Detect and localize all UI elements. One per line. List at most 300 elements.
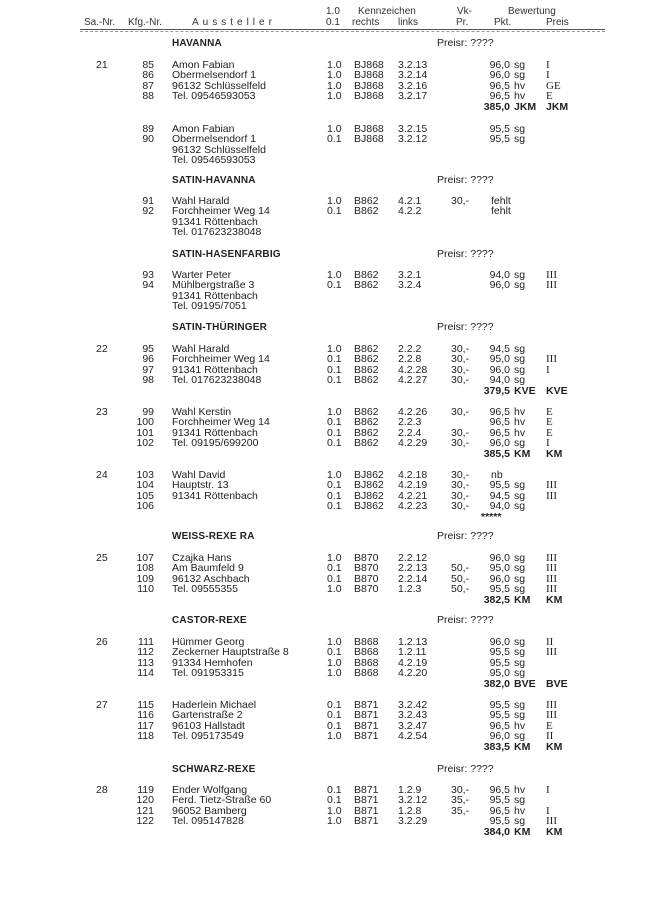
sex-code: 1.0 — [327, 123, 342, 135]
score-points: 96,0 — [489, 279, 510, 291]
score-grade: sg — [514, 573, 526, 585]
sex-code: 1.0 — [327, 667, 342, 679]
kfg-number: 108 — [136, 562, 154, 574]
score-points: 96,5 — [489, 416, 510, 428]
score-points: 95,5 — [489, 583, 510, 595]
prize: I — [546, 69, 550, 81]
tattoo-right: B871 — [354, 805, 379, 817]
sale-price: 30,- — [451, 500, 470, 512]
tattoo-left: 4.2.19 — [398, 657, 428, 669]
sale-price: 30,- — [451, 353, 470, 365]
sale-price: 35,- — [451, 794, 470, 806]
sex-code: 0.1 — [327, 364, 342, 376]
kfg-number: 89 — [142, 123, 154, 135]
sa-number: 21 — [96, 59, 108, 71]
score-grade: hv — [514, 80, 526, 92]
section-title: WEISS-REXE RA — [172, 531, 255, 542]
score-points: 95,0 — [489, 562, 510, 574]
sale-price: 30,- — [451, 374, 470, 386]
tattoo-left: 3.2.13 — [398, 59, 428, 71]
header-pkt: Pkt. — [494, 17, 512, 28]
sex-code: 1.0 — [327, 90, 342, 102]
prize: GE — [546, 80, 561, 92]
exhibitor-line: Tel. 09546593053 — [172, 154, 256, 166]
exhibitor-line: Am Baumfeld 9 — [172, 562, 244, 574]
sa-number: 25 — [96, 552, 108, 564]
sale-price: 30,- — [451, 437, 470, 449]
header-rule — [80, 29, 605, 30]
score-grade: sg — [514, 552, 526, 564]
tattoo-right: B868 — [354, 636, 379, 648]
sale-price: 50,- — [451, 562, 470, 574]
score-grade: sg — [514, 133, 526, 145]
sex-code: 1.0 — [327, 269, 342, 281]
score-note: fehlt — [491, 205, 511, 217]
score-grade: hv — [514, 427, 526, 439]
header-rule-dashed — [80, 31, 605, 32]
prize: E — [546, 427, 553, 439]
tattoo-left: 1.2.13 — [398, 636, 428, 648]
exhibitor-line: 91341 Röttenbach — [172, 290, 258, 302]
section-preisr: Preisr: ???? — [437, 321, 494, 333]
sale-price: 30,- — [451, 427, 470, 439]
tattoo-left: 4.2.27 — [398, 374, 428, 386]
score-grade: sg — [514, 583, 526, 595]
tattoo-left: 4.2.2 — [398, 205, 422, 217]
tattoo-right: B871 — [354, 784, 379, 796]
exhibitor-line: Tel. 09195/699200 — [172, 437, 259, 449]
tattoo-left: 3.2.12 — [398, 794, 428, 806]
exhibitor-line: Tel. 09195/7051 — [172, 300, 247, 312]
score-grade: sg — [514, 709, 526, 721]
score-grade: hv — [514, 406, 526, 418]
tattoo-right: B868 — [354, 646, 379, 658]
kfg-number: 99 — [142, 406, 154, 418]
score-grade: sg — [514, 500, 526, 512]
score-grade: hv — [514, 416, 526, 428]
tattoo-right: B871 — [354, 730, 379, 742]
header-vk: Vk- — [457, 6, 472, 17]
exhibitor-line: 91341 Röttenbach — [172, 490, 258, 502]
kfg-number: 114 — [137, 667, 154, 679]
tattoo-right: B871 — [354, 720, 379, 732]
prize: E — [546, 406, 553, 418]
tattoo-left: 1.2.8 — [398, 805, 422, 817]
score-grade: hv — [514, 805, 526, 817]
sex-code: 0.1 — [327, 794, 342, 806]
sale-price: 50,- — [451, 583, 470, 595]
sex-code: 1.0 — [327, 730, 342, 742]
prize: III — [546, 552, 557, 564]
exhibitor-line: Czajka Hans — [172, 552, 232, 564]
block-total-code: KVE — [514, 385, 536, 397]
block-total-prize: KVE — [546, 385, 568, 397]
block-total: 383,5 — [483, 741, 510, 753]
stars-mark: ***** — [481, 511, 502, 523]
prize: I — [546, 784, 550, 796]
sex-code: 1.0 — [327, 815, 342, 827]
tattoo-right: B862 — [354, 195, 379, 207]
tattoo-left: 3.2.47 — [398, 720, 428, 732]
tattoo-left: 3.2.43 — [398, 709, 428, 721]
block-total-prize: BVE — [546, 678, 568, 690]
kfg-number: 110 — [137, 583, 154, 595]
section-title: SATIN-HAVANNA — [172, 175, 256, 186]
sale-price: 35,- — [451, 805, 470, 817]
kfg-number: 93 — [142, 269, 154, 281]
section-title: SATIN-HASENFARBIG — [172, 249, 281, 260]
tattoo-left: 3.2.14 — [398, 69, 428, 81]
tattoo-right: BJ862 — [354, 500, 384, 512]
section-title: HAVANNA — [172, 38, 222, 49]
block-total-code: KM — [514, 448, 531, 460]
sex-code: 0.1 — [327, 374, 342, 386]
prize: I — [546, 59, 550, 71]
tattoo-left: 4.2.20 — [398, 667, 428, 679]
score-points: 95,5 — [489, 794, 510, 806]
score-grade: sg — [514, 794, 526, 806]
tattoo-left: 2.2.12 — [398, 552, 428, 564]
kfg-number: 121 — [136, 805, 154, 817]
tattoo-left: 2.2.14 — [398, 573, 428, 585]
header-gender-bottom: 0.1 — [326, 17, 340, 28]
tattoo-right: B871 — [354, 709, 379, 721]
score-grade: hv — [514, 720, 526, 732]
tattoo-right: B868 — [354, 667, 379, 679]
kfg-number: 111 — [138, 636, 154, 648]
score-grade: sg — [514, 699, 526, 711]
tattoo-left: 4.2.21 — [398, 490, 428, 502]
kfg-number: 118 — [137, 730, 154, 742]
kfg-number: 90 — [142, 133, 154, 145]
score-grade: hv — [514, 90, 526, 102]
prize: III — [546, 573, 557, 585]
tattoo-right: B870 — [354, 583, 379, 595]
score-points: 94,5 — [489, 343, 510, 355]
kfg-number: 107 — [136, 552, 154, 564]
score-grade: sg — [514, 353, 526, 365]
sex-code: 0.1 — [327, 437, 342, 449]
block-total-prize: KM — [546, 741, 563, 753]
sex-code: 1.0 — [327, 657, 342, 669]
header-preis: Preis — [546, 17, 569, 28]
prize: E — [546, 90, 553, 102]
tattoo-right: B862 — [354, 343, 379, 355]
score-grade: sg — [514, 59, 526, 71]
tattoo-right: BJ868 — [354, 90, 384, 102]
tattoo-left: 3.2.1 — [398, 269, 422, 281]
tattoo-left: 2.2.3 — [398, 416, 422, 428]
tattoo-right: B870 — [354, 552, 379, 564]
sex-code: 1.0 — [327, 636, 342, 648]
score-grade: sg — [514, 730, 526, 742]
score-points: 96,5 — [489, 427, 510, 439]
score-points: 95,5 — [489, 657, 510, 669]
block-total: 385,5 — [483, 448, 510, 460]
exhibitor-line: Tel. 09546593053 — [172, 90, 256, 102]
score-grade: sg — [514, 123, 526, 135]
sex-code: 1.0 — [327, 343, 342, 355]
exhibitor-line: 96132 Schlüsselfeld — [172, 80, 266, 92]
score-grade: sg — [514, 815, 526, 827]
header-kennzeichen: Kennzeichen — [358, 6, 416, 17]
exhibitor-line: Tel. 095147828 — [172, 815, 244, 827]
exhibitor-line: Hauptstr. 13 — [172, 479, 229, 491]
score-points: 94,5 — [489, 490, 510, 502]
exhibitor-line: 91334 Hemhofen — [172, 657, 253, 669]
prize: III — [546, 815, 557, 827]
tattoo-left: 4.2.19 — [398, 479, 428, 491]
exhibitor-line: 96052 Bamberg — [172, 805, 247, 817]
score-points: 95,5 — [489, 479, 510, 491]
tattoo-left: 4.2.54 — [398, 730, 428, 742]
exhibitor-line: Gartenstraße 2 — [172, 709, 243, 721]
sale-price: 30,- — [451, 364, 470, 376]
tattoo-right: BJ868 — [354, 69, 384, 81]
sex-code: 1.0 — [327, 195, 342, 207]
score-grade: sg — [514, 69, 526, 81]
prize: III — [546, 646, 557, 658]
kfg-number: 112 — [137, 646, 154, 658]
block-total-code: KM — [514, 741, 531, 753]
score-grade: sg — [514, 437, 526, 449]
sex-code: 0.1 — [327, 709, 342, 721]
prize: E — [546, 416, 553, 428]
sex-code: 0.1 — [327, 416, 342, 428]
kfg-number: 119 — [137, 784, 154, 796]
tattoo-right: BJ862 — [354, 479, 384, 491]
sex-code: 1.0 — [327, 469, 342, 481]
block-total: 385,0 — [483, 101, 510, 113]
block-total-prize: JKM — [546, 101, 569, 113]
sex-code: 0.1 — [327, 562, 342, 574]
prize: II — [546, 730, 554, 742]
section-preisr: Preisr: ???? — [437, 174, 494, 186]
score-points: 95,5 — [489, 815, 510, 827]
tattoo-left: 3.2.15 — [398, 123, 428, 135]
prize: E — [546, 720, 553, 732]
tattoo-left: 2.2.13 — [398, 562, 428, 574]
exhibitor-line: Obermelsendorf 1 — [172, 133, 257, 145]
score-grade: sg — [514, 490, 526, 502]
tattoo-left: 2.2.8 — [398, 353, 422, 365]
header-gender-top: 1.0 — [326, 6, 340, 17]
score-grade: sg — [514, 657, 526, 669]
tattoo-right: B862 — [354, 279, 379, 291]
kfg-number: 94 — [142, 279, 154, 291]
exhibitor-line: 96103 Hallstadt — [172, 720, 245, 732]
kfg-number: 116 — [137, 709, 154, 721]
tattoo-right: B870 — [354, 562, 379, 574]
score-points: 96,0 — [489, 437, 510, 449]
kfg-number: 85 — [142, 59, 154, 71]
exhibitor-line: 96132 Schlüsselfeld — [172, 144, 266, 156]
block-total: 384,0 — [483, 826, 510, 838]
tattoo-right: B862 — [354, 406, 379, 418]
section-title: CASTOR-REXE — [172, 615, 247, 626]
score-points: 96,0 — [489, 552, 510, 564]
block-total: 382,0 — [483, 678, 510, 690]
block-total-code: KM — [514, 594, 531, 606]
section-preisr: Preisr: ???? — [437, 530, 494, 542]
section-preisr: Preisr: ???? — [437, 614, 494, 626]
sex-code: 0.1 — [327, 479, 342, 491]
tattoo-left: 4.2.28 — [398, 364, 428, 376]
kfg-number: 98 — [142, 374, 154, 386]
score-points: 96,0 — [489, 59, 510, 71]
tattoo-left: 2.2.4 — [398, 427, 422, 439]
sex-code: 1.0 — [327, 69, 342, 81]
exhibitor-line: Tel. 017623238048 — [172, 226, 262, 238]
score-grade: sg — [514, 279, 526, 291]
score-grade: sg — [514, 374, 526, 386]
exhibitor-line: Obermelsendorf 1 — [172, 69, 257, 81]
exhibitor-line: 91341 Röttenbach — [172, 216, 258, 228]
tattoo-right: B862 — [354, 437, 379, 449]
exhibitor-line: Wahl David — [172, 469, 226, 481]
tattoo-right: B871 — [354, 699, 379, 711]
exhibitor-line: Wahl Kerstin — [172, 406, 232, 418]
exhibitor-line: Ender Wolfgang — [172, 784, 248, 796]
tattoo-left: 3.2.4 — [398, 279, 422, 291]
sex-code: 1.0 — [327, 583, 342, 595]
header-pr: Pr. — [456, 17, 469, 28]
sex-code: 0.1 — [327, 646, 342, 658]
sale-price: 30,- — [451, 784, 470, 796]
tattoo-right: B862 — [354, 353, 379, 365]
kfg-number: 88 — [142, 90, 154, 102]
prize: II — [546, 636, 554, 648]
exhibitor-line: Tel. 09555355 — [172, 583, 238, 595]
sa-number: 24 — [96, 469, 108, 481]
kfg-number: 100 — [136, 416, 154, 428]
tattoo-right: B862 — [354, 269, 379, 281]
score-points: 96,0 — [489, 69, 510, 81]
header-rechts: rechts — [352, 17, 380, 28]
sex-code: 0.1 — [327, 427, 342, 439]
kfg-number: 102 — [136, 437, 154, 449]
score-points: 95,5 — [489, 709, 510, 721]
sex-code: 0.1 — [327, 720, 342, 732]
sa-number: 22 — [96, 343, 108, 355]
sex-code: 0.1 — [327, 500, 342, 512]
score-points: 94,0 — [489, 374, 510, 386]
score-points: 95,0 — [489, 667, 510, 679]
section-preisr: Preisr: ???? — [437, 37, 494, 49]
sale-price: 30,- — [451, 469, 470, 481]
score-points: 95,5 — [489, 646, 510, 658]
tattoo-right: B871 — [354, 794, 379, 806]
kfg-number: 92 — [142, 205, 154, 217]
tattoo-left: 1.2.11 — [398, 646, 427, 658]
kfg-number: 97 — [142, 364, 154, 376]
sex-code: 0.1 — [327, 353, 342, 365]
tattoo-left: 3.2.29 — [398, 815, 428, 827]
sa-number: 28 — [96, 784, 108, 796]
score-points: 95,0 — [489, 353, 510, 365]
kfg-number: 122 — [136, 815, 154, 827]
score-points: 96,5 — [489, 406, 510, 418]
sa-number: 23 — [96, 406, 108, 418]
exhibitor-line: Amon Fabian — [172, 123, 235, 135]
section-title: SATIN-THÜRINGER — [172, 322, 268, 333]
sex-code: 0.1 — [327, 573, 342, 585]
kfg-number: 105 — [136, 490, 154, 502]
score-grade: sg — [514, 364, 526, 376]
kfg-number: 104 — [136, 479, 154, 491]
kfg-number: 91 — [142, 195, 154, 207]
tattoo-right: BJ862 — [354, 469, 384, 481]
exhibitor-line: Forchheimer Weg 14 — [172, 416, 270, 428]
kfg-number: 87 — [142, 80, 154, 92]
exhibitor-line: Tel. 091953315 — [172, 667, 244, 679]
sex-code: 0.1 — [327, 205, 342, 217]
kfg-number: 109 — [136, 573, 154, 585]
exhibitor-line: Zeckerner Hauptstraße 8 — [172, 646, 289, 658]
tattoo-left: 3.2.16 — [398, 80, 428, 92]
tattoo-left: 1.2.3 — [398, 583, 422, 595]
exhibitor-line: Forchheimer Weg 14 — [172, 353, 270, 365]
section-preisr: Preisr: ???? — [437, 763, 494, 775]
prize: I — [546, 805, 550, 817]
prize: III — [546, 583, 557, 595]
prize: III — [546, 269, 557, 281]
score-points: 95,5 — [489, 133, 510, 145]
block-total-code: KM — [514, 826, 531, 838]
score-points: 96,5 — [489, 720, 510, 732]
exhibitor-line: Mühlbergstraße 3 — [172, 279, 255, 291]
kfg-number: 115 — [137, 699, 154, 711]
score-points: 96,5 — [489, 805, 510, 817]
sex-code: 1.0 — [327, 552, 342, 564]
score-grade: hv — [514, 784, 526, 796]
tattoo-right: BJ868 — [354, 80, 384, 92]
exhibitor-line: Tel. 017623238048 — [172, 374, 262, 386]
score-grade: sg — [514, 269, 526, 281]
kfg-number: 95 — [142, 343, 154, 355]
score-points: 95,5 — [489, 123, 510, 135]
tattoo-right: B862 — [354, 427, 379, 439]
prize: III — [546, 279, 557, 291]
kfg-number: 120 — [136, 794, 154, 806]
prize: III — [546, 490, 557, 502]
score-grade: sg — [514, 636, 526, 648]
prize: III — [546, 479, 557, 491]
tattoo-left: 2.2.2 — [398, 343, 422, 355]
score-points: 96,0 — [489, 364, 510, 376]
score-points: 94,0 — [489, 500, 510, 512]
header-links: links — [398, 17, 419, 28]
section-title: SCHWARZ-REXE — [172, 764, 256, 775]
header-bewertung: Bewertung — [508, 6, 556, 17]
tattoo-right: B871 — [354, 815, 379, 827]
exhibitor-line: Tel. 095173549 — [172, 730, 244, 742]
tattoo-left: 3.2.12 — [398, 133, 428, 145]
kfg-number: 117 — [137, 720, 154, 732]
exhibitor-line: Warter Peter — [172, 269, 232, 281]
tattoo-right: BJ868 — [354, 59, 384, 71]
exhibitor-line: Amon Fabian — [172, 59, 235, 71]
block-total-prize: KM — [546, 594, 563, 606]
tattoo-left: 3.2.42 — [398, 699, 428, 711]
sex-code: 0.1 — [327, 279, 342, 291]
exhibitor-line: 91341 Röttenbach — [172, 427, 258, 439]
score-points: 96,5 — [489, 90, 510, 102]
prize: III — [546, 353, 557, 365]
section-preisr: Preisr: ???? — [437, 248, 494, 260]
tattoo-right: B862 — [354, 205, 379, 217]
block-total-code: BVE — [514, 678, 536, 690]
